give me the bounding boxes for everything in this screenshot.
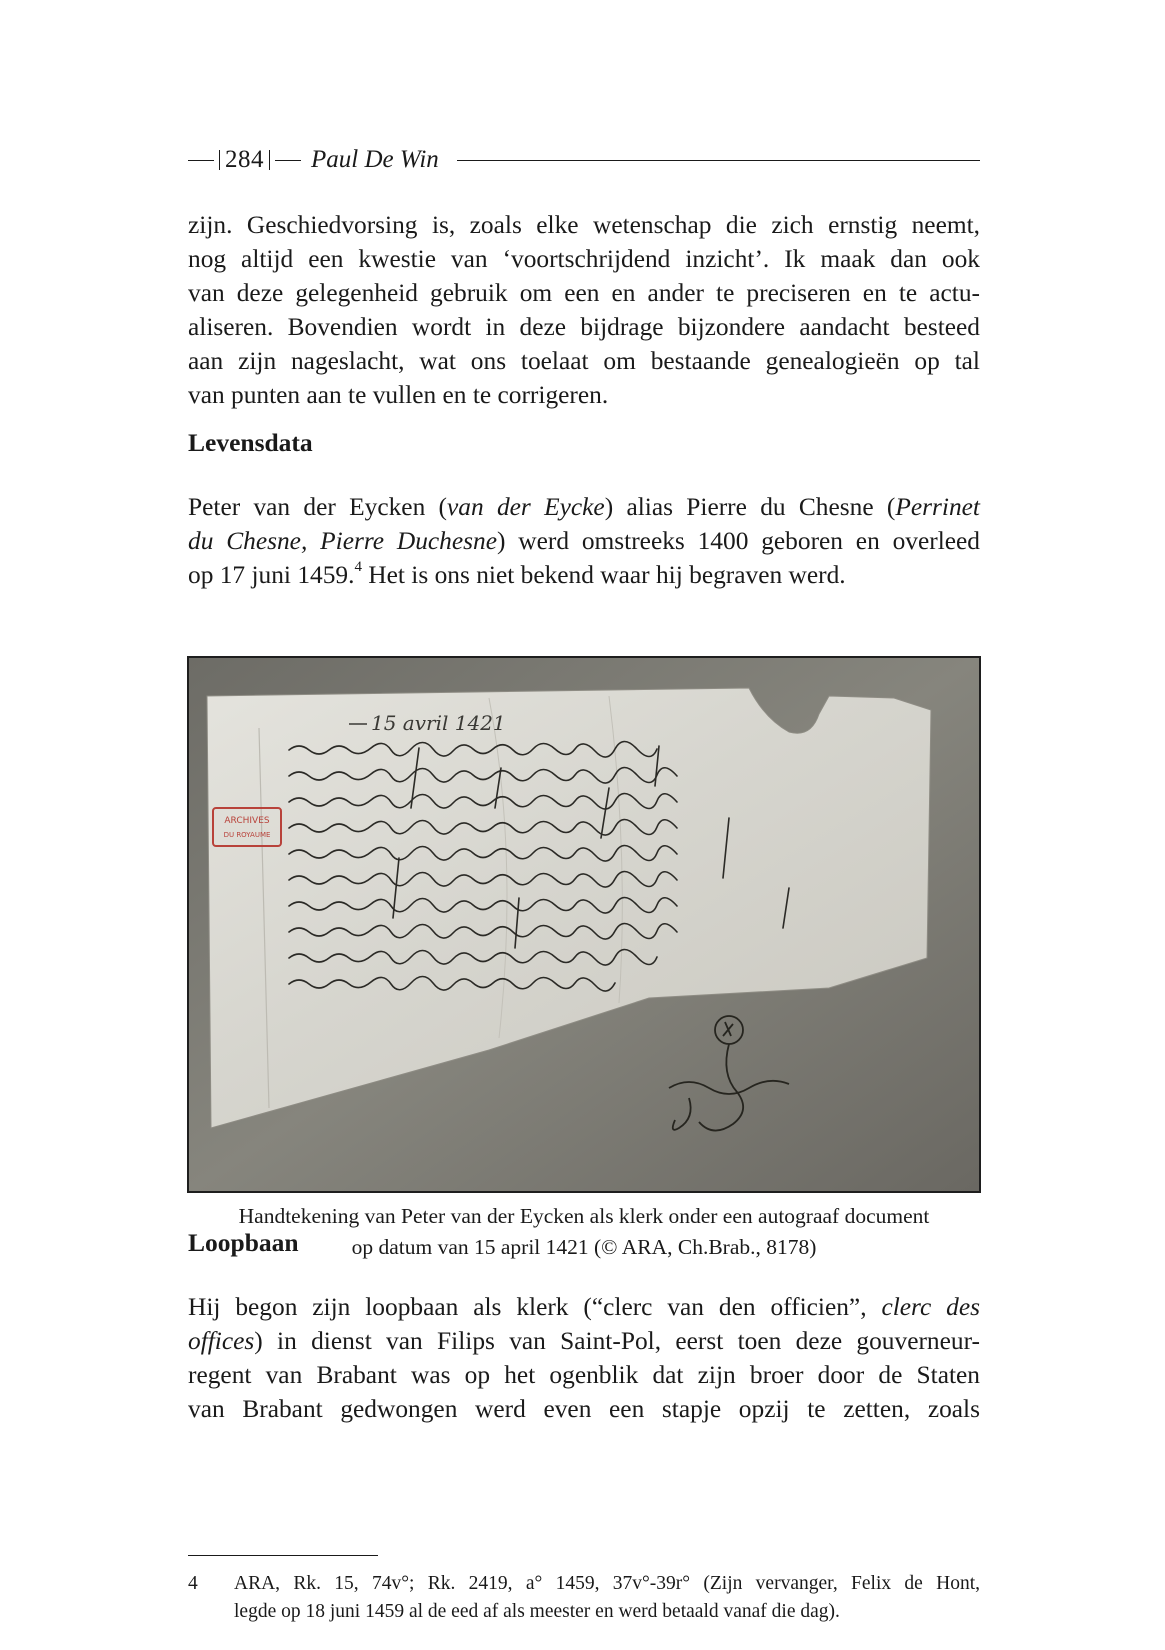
text-line: van deze gelegenheid gebruik om een en ander te preciseren en te actu- <box>188 279 980 307</box>
page-number: 284 <box>225 146 264 173</box>
header-author: Paul De Win <box>311 146 439 173</box>
caption-line: Handtekening van Peter van der Eycken als klerk onder een autograaf document <box>238 1204 930 1228</box>
text-line: offices) in dienst van Filips van Saint-Pol, eerst toen deze gouverneur- <box>188 1327 980 1355</box>
levensdata-paragraph <box>188 490 980 592</box>
stamp-text: ARCHIVES <box>224 816 270 826</box>
footnote-line: legde op 18 juni 1459 al de eed af als meester en werd betaald vanaf die dag). <box>234 1601 840 1622</box>
header-dash <box>188 160 214 161</box>
footnote-rule <box>188 1555 378 1556</box>
text-line: Peter van der Eycken (van der Eycke) alias Pierre du Chesne (Perrinet <box>188 493 980 521</box>
text-line: aliseren. Bovendien wordt in deze bijdrage bijzondere aandacht besteed <box>188 313 980 341</box>
figure-caption <box>188 1201 980 1263</box>
footnote-ref: 4 <box>354 558 362 575</box>
text-line: zijn. Geschiedvorsing is, zoals elke wetenschap die zich ernstig neemt, <box>188 211 980 239</box>
text-line: du Chesne, Pierre Duchesne) werd omstreeks 1400 geboren en overleed <box>188 527 980 555</box>
text-line: Hij begon zijn loopbaan als klerk (“clerc van den officien”, clerc des <box>188 1293 980 1321</box>
footnote-number: 4 <box>188 1573 198 1594</box>
section-heading-loopbaan: Loopbaan <box>188 1228 299 1257</box>
text-line: van punten aan te vullen en te corrigeren. <box>188 381 609 409</box>
section-heading-levensdata: Levensdata <box>188 428 313 457</box>
text-line: van Brabant gedwongen werd even een stapje opzij te zetten, zoals <box>188 1395 980 1423</box>
loopbaan-paragraph <box>188 1290 980 1426</box>
header-dash <box>275 160 301 161</box>
date-note: 15 avril 1421 <box>371 711 506 735</box>
header-bar-right <box>269 150 270 170</box>
manuscript-photo <box>187 656 981 1193</box>
stamp-text: DU ROYAUME <box>223 831 271 839</box>
text-line: aan zijn nageslacht, wat ons toelaat om bestaande genealogieën op tal <box>188 347 980 375</box>
caption-line: op datum van 15 april 1421 (© ARA, Ch.Brab., 8178) <box>351 1235 817 1259</box>
footnote-line: ARA, Rk. 15, 74v°; Rk. 2419, a° 1459, 37v°-39r° (Zijn vervanger, Felix de Hont, <box>234 1573 980 1594</box>
text-line: regent van Brabant was op het ogenblik dat zijn broer door de Staten <box>188 1361 980 1389</box>
header-bar-left <box>219 150 220 170</box>
text-line: op 17 juni 1459.$^4$ Het is ons niet bekend waar hij begraven werd. <box>188 558 846 589</box>
header-rule <box>457 160 980 161</box>
text-line: nog altijd een kwestie van ‘voortschrijdend inzicht’. Ik maak dan ook <box>188 245 980 273</box>
footnote-text <box>234 1570 980 1626</box>
running-header <box>188 142 980 178</box>
intro-paragraph <box>188 208 980 412</box>
